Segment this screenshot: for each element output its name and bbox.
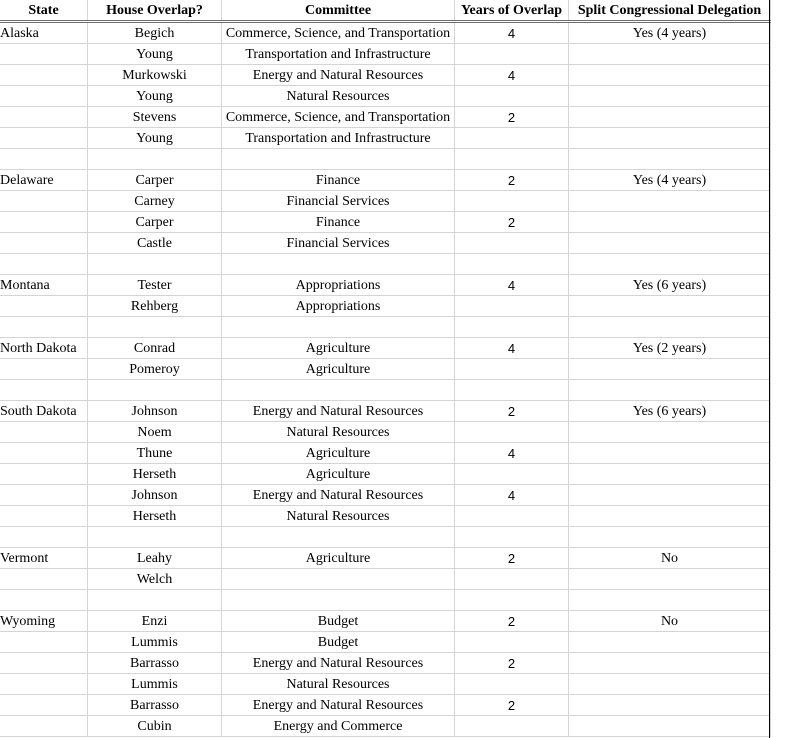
split-cell[interactable]	[569, 44, 771, 64]
committee-cell[interactable]: Commerce, Science, and Transportation	[222, 107, 455, 127]
table-row	[0, 296, 771, 317]
split-cell[interactable]	[569, 422, 771, 442]
committee-cell[interactable]: Transportation and Infrastructure	[222, 44, 455, 64]
years-cell[interactable]: 2	[455, 107, 569, 127]
state-cell[interactable]	[0, 296, 88, 316]
committee-cell[interactable]: Commerce, Science, and Transportation	[222, 23, 455, 43]
state-cell[interactable]	[0, 485, 88, 505]
committee-cell[interactable]: Agriculture	[222, 359, 455, 379]
state-cell[interactable]	[0, 632, 88, 652]
committee-cell[interactable]	[222, 380, 455, 400]
committee-cell[interactable]: Agriculture	[222, 464, 455, 484]
member-cell[interactable]: Castle	[88, 233, 222, 253]
split-cell[interactable]	[569, 128, 771, 148]
years-cell[interactable]	[455, 527, 569, 547]
years-cell[interactable]: 2	[455, 611, 569, 631]
state-cell[interactable]: Delaware	[0, 170, 88, 190]
committee-cell[interactable]: Budget	[222, 632, 455, 652]
table-row	[0, 23, 771, 44]
member-cell[interactable]	[88, 254, 222, 274]
split-cell[interactable]	[569, 485, 771, 505]
state-cell[interactable]	[0, 191, 88, 211]
table-row	[0, 233, 771, 254]
years-cell[interactable]: 4	[455, 23, 569, 43]
split-cell[interactable]: Yes (6 years)	[569, 275, 771, 295]
committee-cell[interactable]	[222, 569, 455, 589]
committee-cell[interactable]	[222, 254, 455, 274]
committee-cell[interactable]: Energy and Natural Resources	[222, 653, 455, 673]
header-state[interactable]: State	[0, 0, 88, 20]
member-cell[interactable]: Conrad	[88, 338, 222, 358]
state-cell[interactable]: South Dakota	[0, 401, 88, 421]
years-cell[interactable]	[455, 296, 569, 316]
split-cell[interactable]: Yes (2 years)	[569, 338, 771, 358]
committee-cell[interactable]: Natural Resources	[222, 674, 455, 694]
years-cell[interactable]	[455, 86, 569, 106]
member-cell[interactable]: Young	[88, 44, 222, 64]
committee-cell[interactable]: Energy and Natural Resources	[222, 485, 455, 505]
committee-cell[interactable]: Energy and Commerce	[222, 716, 455, 736]
table-row	[0, 170, 771, 191]
state-cell[interactable]	[0, 590, 88, 610]
split-cell[interactable]	[569, 674, 771, 694]
state-cell[interactable]	[0, 317, 88, 337]
committee-cell[interactable]: Energy and Natural Resources	[222, 401, 455, 421]
state-cell[interactable]: Alaska	[0, 23, 88, 43]
committee-cell[interactable]: Natural Resources	[222, 506, 455, 526]
state-cell[interactable]	[0, 653, 88, 673]
table-row	[0, 107, 771, 128]
table-row	[0, 590, 771, 611]
table-row	[0, 212, 771, 233]
member-cell[interactable]	[88, 380, 222, 400]
member-cell[interactable]: Carper	[88, 170, 222, 190]
state-cell[interactable]: North Dakota	[0, 338, 88, 358]
split-cell[interactable]	[569, 86, 771, 106]
years-cell[interactable]	[455, 233, 569, 253]
table-row	[0, 569, 771, 590]
table-row	[0, 653, 771, 674]
state-cell[interactable]	[0, 464, 88, 484]
header-years-of-overlap[interactable]: Years of Overlap	[455, 0, 569, 20]
table-row	[0, 401, 771, 422]
committee-cell[interactable]: Financial Services	[222, 233, 455, 253]
split-cell[interactable]	[569, 695, 771, 715]
table-row	[0, 128, 771, 149]
member-cell[interactable]: Welch	[88, 569, 222, 589]
state-cell[interactable]	[0, 380, 88, 400]
member-cell[interactable]: Enzi	[88, 611, 222, 631]
split-cell[interactable]	[569, 380, 771, 400]
committee-cell[interactable]: Budget	[222, 611, 455, 631]
split-cell[interactable]	[569, 107, 771, 127]
committee-cell[interactable]	[222, 317, 455, 337]
table-row	[0, 65, 771, 86]
member-cell[interactable]	[88, 149, 222, 169]
years-cell[interactable]: 2	[455, 653, 569, 673]
state-cell[interactable]	[0, 506, 88, 526]
member-cell[interactable]: Murkowski	[88, 65, 222, 85]
state-cell[interactable]	[0, 149, 88, 169]
state-cell[interactable]	[0, 716, 88, 736]
split-cell[interactable]	[569, 212, 771, 232]
table-row	[0, 548, 771, 569]
years-cell[interactable]	[455, 716, 569, 736]
split-cell[interactable]: No	[569, 548, 771, 568]
header-split-delegation[interactable]: Split Congressional Delegation	[569, 0, 771, 20]
state-cell[interactable]	[0, 674, 88, 694]
member-cell[interactable]: Herseth	[88, 506, 222, 526]
split-cell[interactable]: Yes (4 years)	[569, 23, 771, 43]
member-cell[interactable]: Herseth	[88, 464, 222, 484]
table-row	[0, 191, 771, 212]
table-row	[0, 527, 771, 548]
split-cell[interactable]	[569, 506, 771, 526]
split-cell[interactable]	[569, 527, 771, 547]
years-cell[interactable]: 4	[455, 65, 569, 85]
committee-cell[interactable]: Agriculture	[222, 443, 455, 463]
years-cell[interactable]: 2	[455, 548, 569, 568]
member-cell[interactable]: Johnson	[88, 401, 222, 421]
committee-cell[interactable]: Natural Resources	[222, 422, 455, 442]
committee-cell[interactable]: Natural Resources	[222, 86, 455, 106]
table-row	[0, 443, 771, 464]
member-cell[interactable]: Stevens	[88, 107, 222, 127]
table-row	[0, 422, 771, 443]
years-cell[interactable]: 2	[455, 401, 569, 421]
committee-cell[interactable]: Energy and Natural Resources	[222, 65, 455, 85]
committee-cell[interactable]: Agriculture	[222, 548, 455, 568]
committee-cell[interactable]: Finance	[222, 170, 455, 190]
years-cell[interactable]: 2	[455, 170, 569, 190]
committee-cell[interactable]: Transportation and Infrastructure	[222, 128, 455, 148]
member-cell[interactable]: Barrasso	[88, 653, 222, 673]
table-body	[0, 23, 771, 737]
split-cell[interactable]	[569, 149, 771, 169]
years-cell[interactable]	[455, 317, 569, 337]
table-row	[0, 695, 771, 716]
member-cell[interactable]: Thune	[88, 443, 222, 463]
split-cell[interactable]	[569, 632, 771, 652]
member-cell[interactable]: Begich	[88, 23, 222, 43]
table-row	[0, 359, 771, 380]
state-cell[interactable]	[0, 128, 88, 148]
table-row	[0, 674, 771, 695]
split-cell[interactable]	[569, 233, 771, 253]
years-cell[interactable]	[455, 632, 569, 652]
split-cell[interactable]	[569, 317, 771, 337]
table-row	[0, 86, 771, 107]
state-cell[interactable]: Vermont	[0, 548, 88, 568]
split-cell[interactable]: No	[569, 611, 771, 631]
table-row	[0, 380, 771, 401]
split-cell[interactable]	[569, 254, 771, 274]
committee-cell[interactable]	[222, 149, 455, 169]
state-cell[interactable]	[0, 44, 88, 64]
years-cell[interactable]	[455, 590, 569, 610]
split-cell[interactable]	[569, 590, 771, 610]
member-cell[interactable]: Pomeroy	[88, 359, 222, 379]
years-cell[interactable]	[455, 674, 569, 694]
state-cell[interactable]	[0, 212, 88, 232]
years-cell[interactable]	[455, 44, 569, 64]
split-cell[interactable]: Yes (6 years)	[569, 401, 771, 421]
committee-cell[interactable]: Energy and Natural Resources	[222, 695, 455, 715]
years-cell[interactable]: 2	[455, 212, 569, 232]
split-cell[interactable]	[569, 359, 771, 379]
table-row	[0, 338, 771, 359]
member-cell[interactable]: Rehberg	[88, 296, 222, 316]
years-cell[interactable]	[455, 359, 569, 379]
member-cell[interactable]: Young	[88, 128, 222, 148]
member-cell[interactable]: Tester	[88, 275, 222, 295]
years-cell[interactable]: 4	[455, 443, 569, 463]
table-row	[0, 44, 771, 65]
split-cell[interactable]	[569, 296, 771, 316]
member-cell[interactable]: Young	[88, 86, 222, 106]
state-cell[interactable]	[0, 254, 88, 274]
state-cell[interactable]	[0, 233, 88, 253]
member-cell[interactable]: Lummis	[88, 632, 222, 652]
member-cell[interactable]: Cubin	[88, 716, 222, 736]
table-row	[0, 317, 771, 338]
years-cell[interactable]: 4	[455, 275, 569, 295]
split-cell[interactable]	[569, 464, 771, 484]
state-cell[interactable]	[0, 422, 88, 442]
years-cell[interactable]	[455, 191, 569, 211]
split-cell[interactable]	[569, 191, 771, 211]
member-cell[interactable]: Carney	[88, 191, 222, 211]
state-cell[interactable]	[0, 359, 88, 379]
state-cell[interactable]	[0, 527, 88, 547]
state-cell[interactable]	[0, 86, 88, 106]
split-cell[interactable]	[569, 65, 771, 85]
split-cell[interactable]	[569, 653, 771, 673]
member-cell[interactable]	[88, 590, 222, 610]
state-cell[interactable]	[0, 569, 88, 589]
years-cell[interactable]	[455, 380, 569, 400]
years-cell[interactable]	[455, 506, 569, 526]
years-cell[interactable]	[455, 464, 569, 484]
header-house-overlap[interactable]: House Overlap?	[88, 0, 222, 20]
committee-cell[interactable]	[222, 590, 455, 610]
header-row	[0, 0, 771, 23]
years-cell[interactable]	[455, 149, 569, 169]
state-cell[interactable]	[0, 695, 88, 715]
committee-cell[interactable]: Financial Services	[222, 191, 455, 211]
table-row	[0, 149, 771, 170]
column-divider	[769, 0, 770, 738]
committee-cell[interactable]: Agriculture	[222, 338, 455, 358]
table-row	[0, 464, 771, 485]
member-cell[interactable]: Barrasso	[88, 695, 222, 715]
member-cell[interactable]: Noem	[88, 422, 222, 442]
state-cell[interactable]: Montana	[0, 275, 88, 295]
committee-cell[interactable]: Finance	[222, 212, 455, 232]
table-row	[0, 506, 771, 527]
split-cell[interactable]	[569, 569, 771, 589]
state-cell[interactable]: Wyoming	[0, 611, 88, 631]
member-cell[interactable]: Lummis	[88, 674, 222, 694]
state-cell[interactable]	[0, 65, 88, 85]
table-row	[0, 275, 771, 296]
member-cell[interactable]: Johnson	[88, 485, 222, 505]
committee-cell[interactable]: Appropriations	[222, 275, 455, 295]
member-cell[interactable]	[88, 317, 222, 337]
state-cell[interactable]	[0, 107, 88, 127]
member-cell[interactable]: Carper	[88, 212, 222, 232]
table-row	[0, 485, 771, 506]
table-row	[0, 611, 771, 632]
years-cell[interactable]	[455, 254, 569, 274]
header-committee[interactable]: Committee	[222, 0, 455, 20]
years-cell[interactable]	[455, 569, 569, 589]
table-row	[0, 632, 771, 653]
years-cell[interactable]	[455, 422, 569, 442]
years-cell[interactable]: 4	[455, 485, 569, 505]
committee-cell[interactable]	[222, 527, 455, 547]
split-cell[interactable]	[569, 716, 771, 736]
split-cell[interactable]: Yes (4 years)	[569, 170, 771, 190]
table-row	[0, 254, 771, 275]
years-cell[interactable]: 2	[455, 695, 569, 715]
split-cell[interactable]	[569, 443, 771, 463]
years-cell[interactable]: 4	[455, 338, 569, 358]
committee-cell[interactable]: Appropriations	[222, 296, 455, 316]
member-cell[interactable]	[88, 527, 222, 547]
state-cell[interactable]	[0, 443, 88, 463]
table-row	[0, 716, 771, 737]
member-cell[interactable]: Leahy	[88, 548, 222, 568]
years-cell[interactable]	[455, 128, 569, 148]
